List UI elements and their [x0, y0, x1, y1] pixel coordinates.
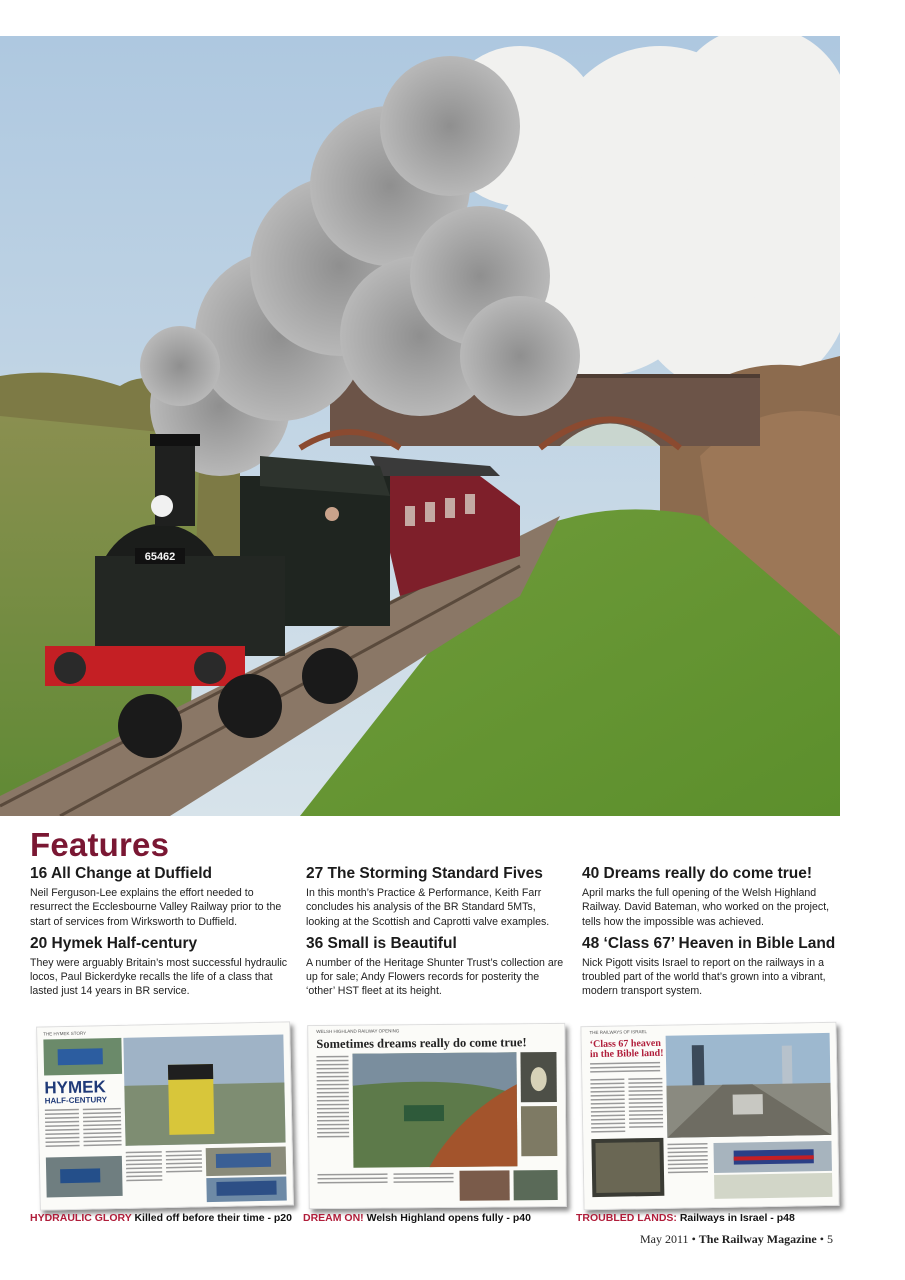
caption-text: Killed off before their time - p20 — [134, 1212, 292, 1224]
feature-title: 36 Small is Beautiful — [306, 934, 457, 952]
features-column-1 — [30, 865, 288, 1005]
thumb-kicker: THE HYMEK STORY — [43, 1030, 87, 1037]
feature-item[interactable] — [582, 865, 840, 929]
feature-description: Neil Ferguson-Lee explains the effort needed to resurrect the Ecclesbourne Valley Railway prior to the start of services from Wirksworth to Duffield. — [30, 887, 282, 928]
feature-description: April marks the full opening of the Welsh Highland Railway. David Bateman, who worked on the project, tells how the impossible was achieved. — [582, 887, 830, 928]
feature-title: 27 The Storming Standard Fives — [306, 865, 543, 882]
caption-welsh-highland — [303, 1212, 531, 1224]
caption-tag: DREAM ON! — [303, 1212, 364, 1224]
caption-text: Railways in Israel - p48 — [679, 1212, 795, 1224]
thumb-headline-big: HYMEK — [44, 1077, 106, 1098]
caption-hymek — [30, 1212, 292, 1224]
feature-title: 48 ‘Class 67’ Heaven in Bible Land — [582, 934, 836, 952]
caption-text: Welsh Highland opens fully - p40 — [366, 1212, 531, 1224]
feature-description: In this month’s Practice & Performance, Keith Farr concludes his analysis of the BR Standard 5MTs, looking at the Scottish and Caprotti valve examples. — [306, 887, 550, 928]
feature-description: A number of the Heritage Shunter Trust’s collection are up for sale; Andy Flowers records for posterity the ‘other’ HST fleet at its height. — [306, 956, 564, 998]
thumb-headline-line1: ‘Class 67 heaven — [589, 1037, 661, 1051]
feature-title: 16 All Change at Duffield — [30, 865, 213, 882]
thumbnail-welsh-highland-spread[interactable] — [307, 1023, 567, 1209]
thumb-headline-sub: HALF-CENTURY — [44, 1095, 108, 1106]
page-footer — [640, 1232, 833, 1247]
features-column-3 — [582, 865, 840, 1005]
caption-israel — [576, 1212, 795, 1224]
feature-item[interactable] — [306, 935, 564, 999]
thumb-kicker: THE RAILWAYS OF ISRAEL — [589, 1029, 647, 1036]
hero-photo — [0, 36, 840, 816]
feature-item[interactable] — [30, 865, 288, 929]
feature-item[interactable] — [582, 935, 840, 999]
features-heading: Features — [30, 826, 170, 863]
thumb-headline-line2: in the Bible land! — [589, 1047, 664, 1061]
thumb-kicker: WELSH HIGHLAND RAILWAY OPENING — [316, 1028, 400, 1035]
features-column-2 — [306, 865, 564, 1005]
feature-item[interactable] — [30, 935, 288, 999]
footer-separator: • — [819, 1232, 824, 1246]
footer-separator: • — [691, 1232, 696, 1246]
footer-magazine-name: The Railway Magazine — [698, 1232, 817, 1246]
feature-description: They were arguably Britain’s most successful hydraulic locos, Paul Bickerdyke recalls the life of a class that lasted just 14 years in BR service. — [30, 956, 288, 998]
thumb-headline: Sometimes dreams really do come true! — [316, 1035, 527, 1052]
smokebox-number: 65462 — [144, 551, 176, 563]
footer-date: May 2011 — [640, 1232, 689, 1246]
feature-description: Nick Pigott visits Israel to report on the railways in a troubled part of the world that’s grown into a vibrant, modern transport system. — [582, 956, 826, 998]
caption-tag: TROUBLED LANDS: — [576, 1212, 677, 1224]
feature-item[interactable] — [306, 865, 564, 929]
page-number: 5 — [826, 1232, 833, 1246]
feature-title: 20 Hymek Half-century — [30, 934, 198, 952]
thumbnail-israel-spread[interactable] — [580, 1022, 839, 1210]
caption-tag: HYDRAULIC GLORY — [30, 1212, 132, 1224]
thumbnail-hymek-spread[interactable] — [36, 1021, 294, 1210]
feature-title: 40 Dreams really do come true! — [582, 865, 813, 882]
